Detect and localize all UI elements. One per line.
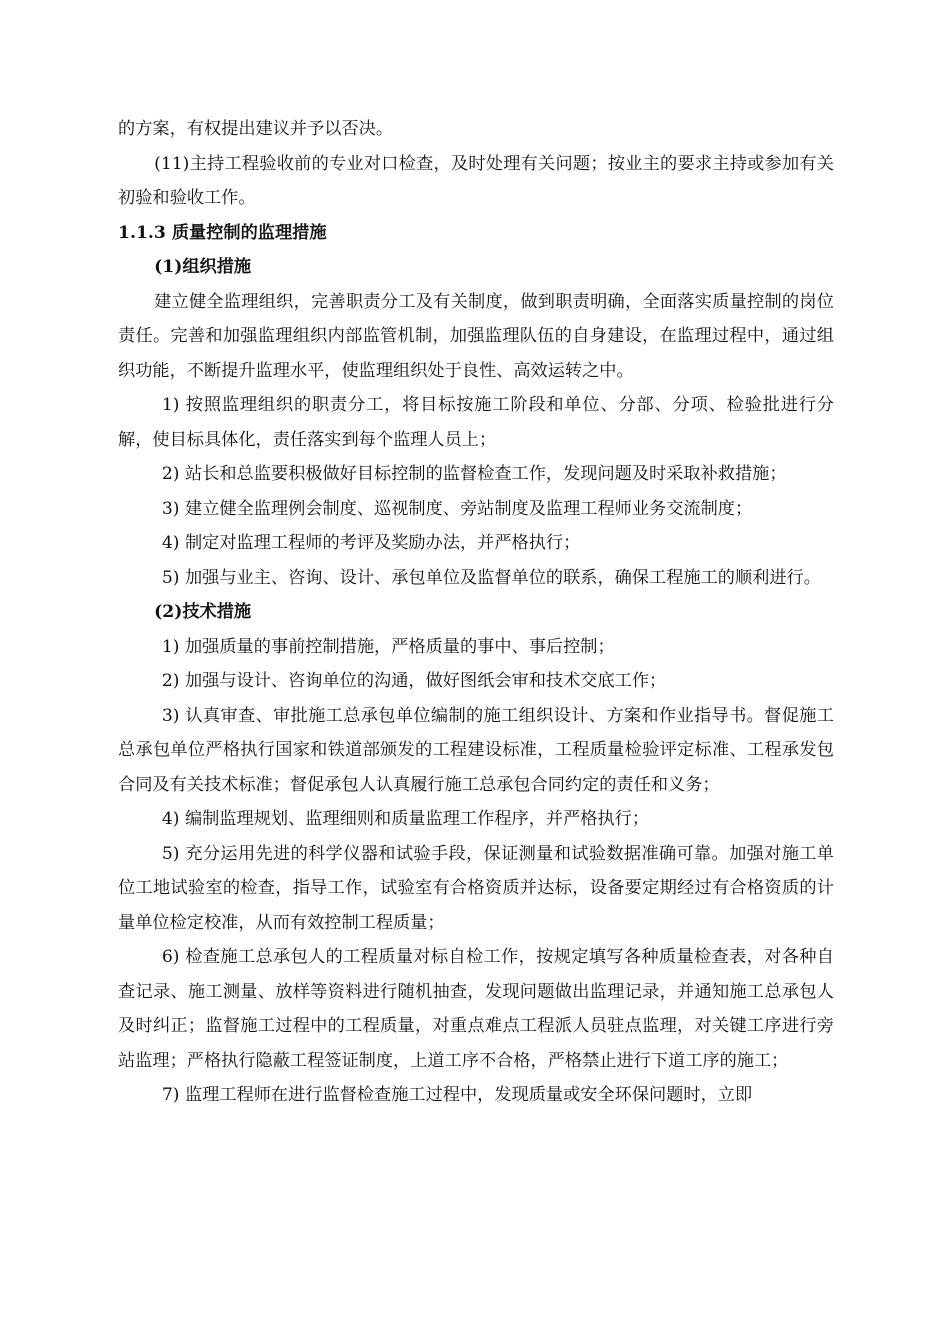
- tech-item-2: 2) 加强与设计、咨询单位的沟通，做好图纸会审和技术交底工作；: [161, 671, 667, 691]
- tech-item-4: 4) 编制监理规划、监理细则和质量监理工作程序，并严格执行；: [161, 809, 650, 829]
- org-item-5: 5) 加强与业主、咨询、设计、承包单位及监督单位的联系，确保工程施工的顺利进行。: [161, 567, 821, 588]
- org-item-3: 3) 建立健全监理例会制度、巡视制度、旁站制度及监理工程师业务交流制度；: [161, 498, 753, 519]
- tech-item-5: 5) 充分运用先进的科学仪器和试验手段，保证测量和试验数据准确可靠。加强对施工单位工地试验室的检查，指导工作，试验室有合格资质并达标，设备要定期经过有合格资质的计量单位检定校准，从而有效控制工程质量；: [118, 843, 834, 933]
- org-item-2: 2) 站长和总监要积极做好目标控制的监督检查工作，发现问题及时采取补救措施；: [161, 464, 787, 484]
- paragraph-continuation: 的方案，有权提出建议并予以否决。: [118, 119, 394, 139]
- org-item-4: 4) 制定对监理工程师的考评及奖励办法，并严格执行；: [161, 533, 581, 553]
- tech-item-1: 1) 加强质量的事前控制措施，严格质量的事中、事后控制；: [161, 636, 615, 657]
- org-measures-heading: (1)组织措施: [154, 257, 252, 277]
- tech-item-7: 7) 监理工程师在进行监督检查施工过程中，发现质量或安全环保问题时，立即: [161, 1085, 753, 1105]
- paragraph-item-11: (11)主持工程验收前的专业对口检查，及时处理有关问题；按业主的要求主持或参加有关初验和验收工作。: [118, 153, 834, 208]
- tech-item-3: 3) 认真审查、审批施工总承包单位编制的施工组织设计、方案和作业指导书。督促施工总承包单位严格执行国家和铁道部颁发的工程建设标准，工程质量检验评定标准、工程承发包合同及有关技术标准；督促承包人认真履行施工总承包合同约定的责任和义务；: [118, 705, 834, 795]
- org-measures-intro: 建立健全监理组织，完善职责分工及有关制度，做到职责明确，全面落实质量控制的岗位责任。完善和加强监理组织内部监管机制，加强监理队伍的自身建设，在监理过程中，通过组织功能，不断提升监理水平，使监理组织处于良性、高效运转之中。: [118, 291, 834, 381]
- tech-measures-heading: (2)技术措施: [154, 602, 252, 622]
- org-item-1: 1) 按照监理组织的职责分工，将目标按施工阶段和单位、分部、分项、检验批进行分解，使目标具体化，责任落实到每个监理人员上；: [118, 395, 834, 450]
- document-page: [118, 112, 834, 1113]
- tech-item-6: 6) 检查施工总承包人的工程质量对标自检工作，按规定填写各种质量检查表，对各种自查记录、施工测量、放样等资料进行随机抽查，发现问题做出监理记录，并通知施工总承包人及时纠正；监督施工过程中的工程质量，对重点难点工程派人员驻点监理，对关键工序进行旁站监理；严格执行隐蔽工程签证制度，上道工序不合格，严格禁止进行下道工序的施工；: [118, 947, 834, 1071]
- section-heading: 1.1.3 质量控制的监理措施: [118, 222, 327, 243]
